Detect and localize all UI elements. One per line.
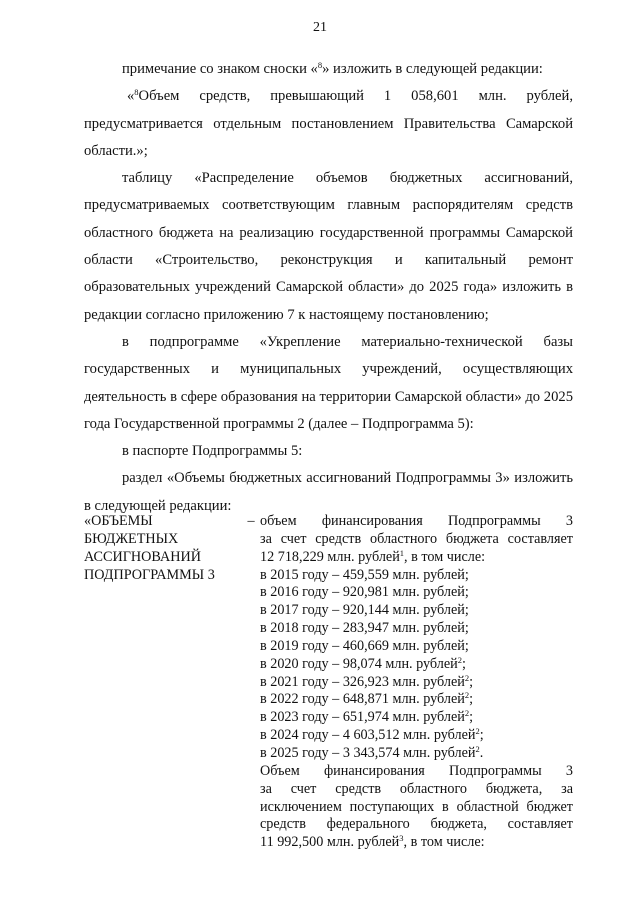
- year-line: в 2016 году – 920,981 млн. рублей;: [260, 584, 469, 601]
- text-segment: ;: [462, 655, 466, 672]
- label-line: ПОДПРОГРАММЫ 3: [84, 566, 215, 583]
- total-value: 11 992,500 млн. рублей: [260, 834, 400, 851]
- value-line: исключением поступающих в областной бюджет: [260, 798, 573, 815]
- footnote-mark: 2: [457, 654, 463, 665]
- footnote-mark: 2: [475, 726, 480, 737]
- value-line: объем финансирования Подпрограммы 3: [260, 513, 573, 529]
- text-segment: .: [479, 744, 484, 761]
- text-segment: ;: [479, 727, 484, 744]
- text-segment: ;: [469, 709, 474, 726]
- text-segment: в 2023 году – 651,974 млн. рублей: [260, 709, 465, 726]
- paragraph-subprogram: в подпрограмме «Укрепление материально-технической базы государственных и муниципальных учреждений, осуществляющих деятельность в сфере образования на территории Самарской области» до 2025 года Государственной программы 2 (далее – Подпрограмма 5):: [84, 333, 573, 432]
- value-line: Объем финансирования Подпрограммы 3: [260, 762, 573, 779]
- footnote-mark: 8: [134, 87, 139, 98]
- year-line: [260, 745, 573, 763]
- total-value: 12 718,229 млн. рублей: [260, 548, 400, 565]
- text-segment: , в том числе:: [404, 548, 486, 565]
- year-line: [260, 656, 573, 674]
- text-segment: в 2020 году – 98,074 млн. рублей: [260, 655, 458, 672]
- footnote-mark: 8: [317, 60, 323, 70]
- label-line: «ОБЪЕМЫ: [84, 513, 153, 529]
- year-line: [260, 674, 573, 692]
- text-segment: Объем средств, превышающий 1 058,601 млн. рублей, предусматривается отдельным постановлением Правительства Самарской области.»;: [84, 88, 573, 159]
- text-segment: в 2024 году – 4 603,512 млн. рублей: [260, 727, 476, 744]
- text-segment: в 2022 году – 648,871 млн. рублей: [260, 691, 465, 708]
- value-line: средств федерального бюджета, составляет: [260, 816, 573, 833]
- footnote-mark: 2: [475, 743, 480, 754]
- value-line: за счет средств областного бюджета составляет: [260, 530, 573, 547]
- value-line: за счет средств областного бюджета, за: [260, 780, 573, 797]
- label-line: БЮДЖЕТНЫХ: [84, 530, 179, 547]
- text-segment: примечание со знаком сноски «: [122, 61, 318, 77]
- text-segment: в 2021 году – 326,923 млн. рублей: [260, 673, 465, 690]
- paragraph-passport: в паспорте Подпрограммы 5:: [122, 443, 303, 460]
- label-line: АССИГНОВАНИЙ: [84, 548, 201, 565]
- total-line: [260, 834, 573, 852]
- paragraph-footnote-note: [84, 56, 573, 83]
- year-line: в 2019 году – 460,669 млн. рублей;: [260, 637, 469, 654]
- text-segment: » изложить в следующей редакции:: [322, 61, 543, 77]
- year-line: в 2017 году – 920,144 млн. рублей;: [260, 602, 469, 619]
- total-line: [260, 549, 573, 567]
- year-line: в 2018 году – 283,947 млн. рублей;: [260, 620, 469, 637]
- year-line: [260, 727, 573, 745]
- document-body: [84, 56, 573, 520]
- footnote-mark: 2: [464, 672, 470, 683]
- footnote-mark: 1: [399, 547, 405, 558]
- year-line: в 2015 году – 459,559 млн. рублей;: [260, 566, 469, 583]
- paragraph-footnote-text: [84, 83, 573, 165]
- year-line: [260, 709, 573, 727]
- text-segment: «: [127, 88, 135, 105]
- text-segment: ;: [469, 673, 474, 690]
- text-segment: ;: [469, 691, 474, 708]
- passport-dash: –: [247, 513, 255, 529]
- footnote-mark: 2: [464, 690, 470, 701]
- page-number: 21: [313, 20, 327, 35]
- text-segment: , в том числе:: [403, 834, 485, 851]
- footnote-mark: 2: [464, 708, 470, 719]
- passport-label: [84, 513, 264, 584]
- paragraph-table-reference: таблицу «Распределение объемов бюджетных ассигнований, предусматриваемых соответствующим главным распорядителям средств областного бюджета на реализацию государственной программы Самарской области «Строительство, реконструкция и капитальный ремонт образовательных учреждений Самарской области» до 2025 года» изложить в редакции согласно приложению 7 к настоящему постановлению;: [84, 170, 573, 323]
- passport-table: [84, 513, 573, 893]
- text-segment: в 2025 году – 3 343,574 млн. рублей: [260, 744, 476, 761]
- year-line: [260, 691, 573, 709]
- footnote-mark: 3: [399, 833, 404, 844]
- passport-values: [260, 513, 573, 852]
- paragraph-section: раздел «Объемы бюджетных ассигнований Подпрограммы 3» изложить в следующей редакции:: [84, 470, 573, 514]
